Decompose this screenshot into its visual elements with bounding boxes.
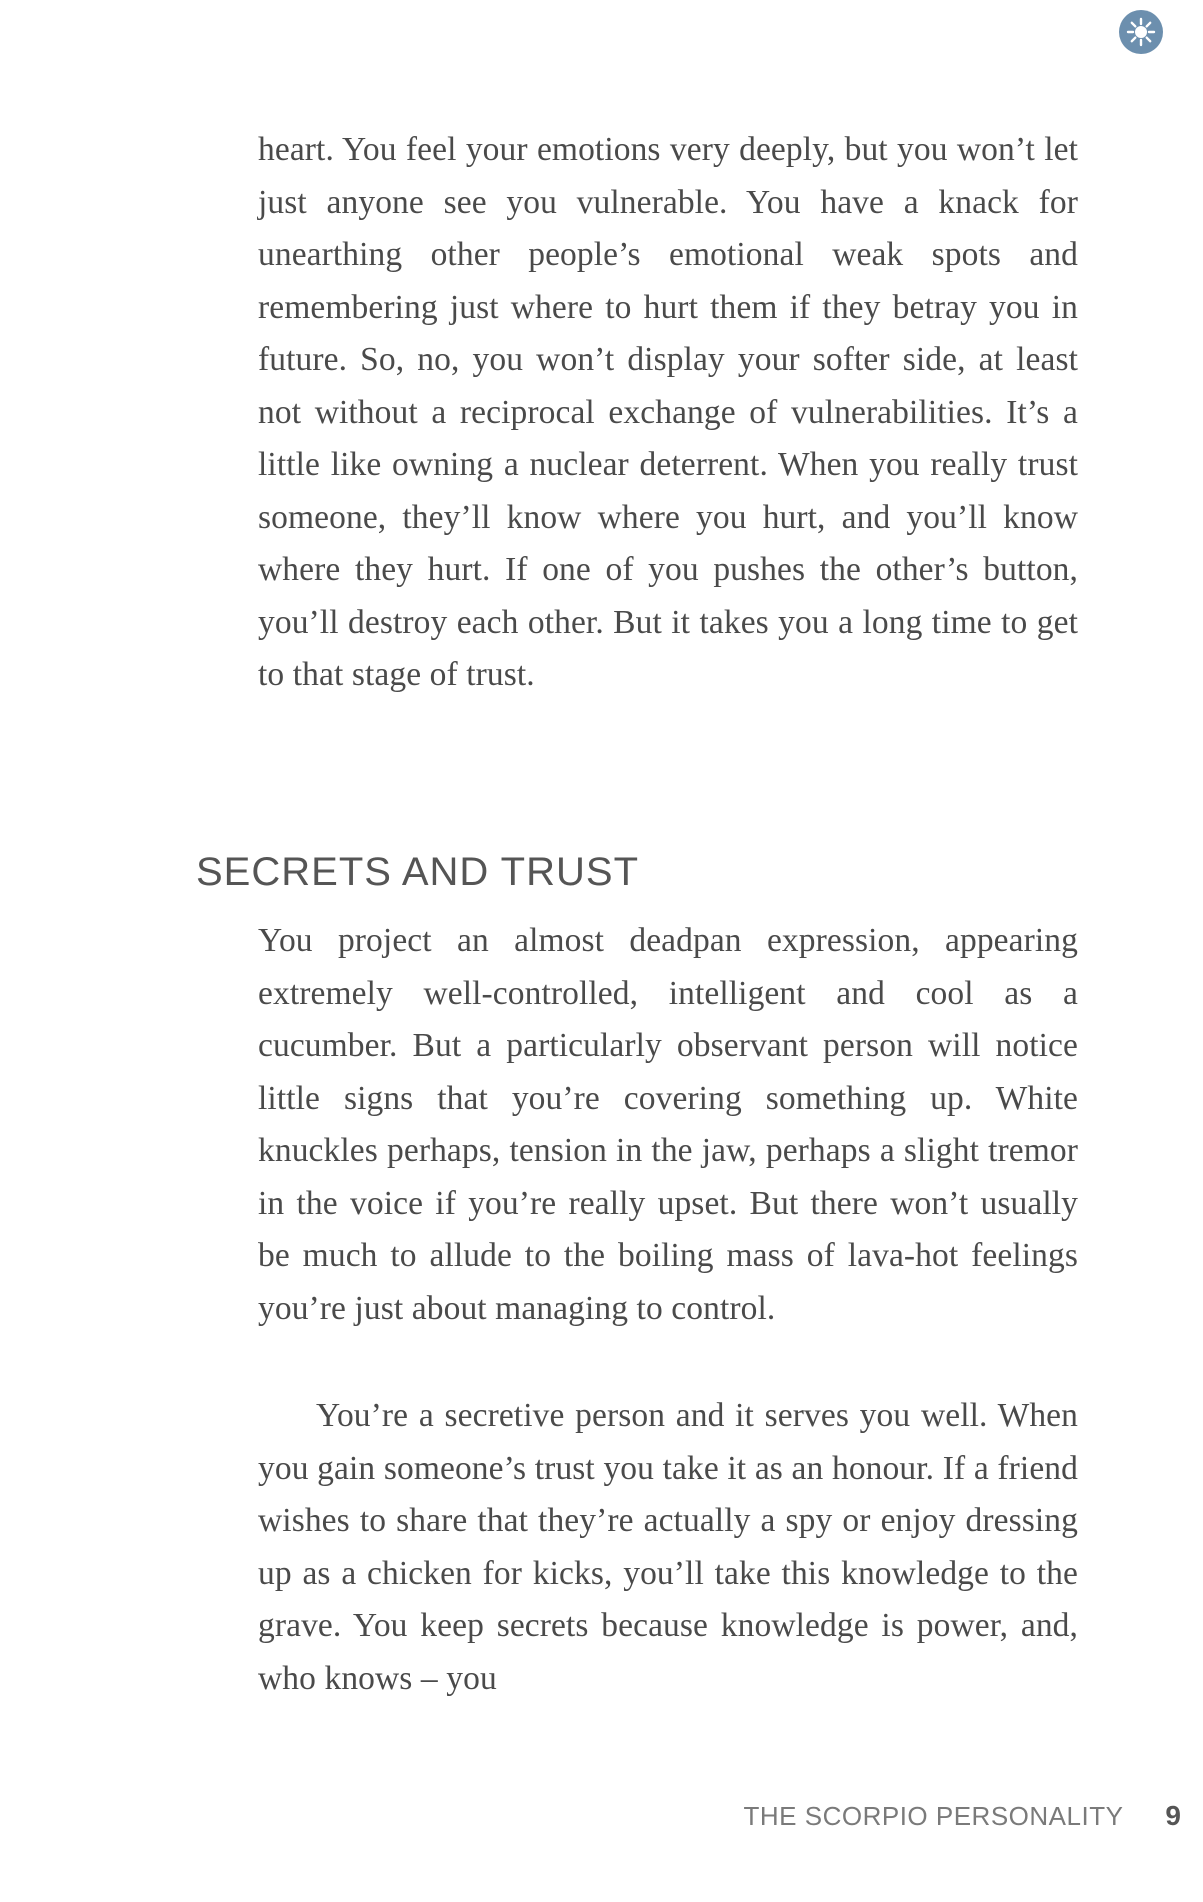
star-icon-glyph [1126,17,1156,47]
page-footer [744,1800,1181,1832]
body-paragraph-2: You project an almost deadpan expression, appearing extremely well-controlled, intelligent and cool as a cucumber. But a particularly observant person will notice little signs that you’re covering something up. White knuckles perhaps, tension in the jaw, perhaps a slight tremor in the voice if you’re really upset. But there won’t usually be much to allude to the boiling mass of lava-hot feelings you’re just about managing to control. [258,922,1078,1327]
body-paragraph-1: heart. You feel your emotions very deeply, but you won’t let just anyone see you vulnerable. You have a knack for unearthing other people’s emotional weak spots and remembering just where to hurt them if they betray you in future. So, no, you won’t display your softer side, at least not without a reciprocal exchange of vulnerabilities. It’s a little like owning a nuclear deterrent. When you really trust someone, they’ll know where you hurt, and you’ll know where they hurt. If one of you pushes the other’s button, you’ll destroy each other. But it takes you a long time to get to that stage of trust. [258,131,1078,693]
section-heading: SECRETS AND TRUST [196,850,639,894]
body-paragraph-3: You’re a secretive person and it serves you well. When you gain someone’s trust you take it as an honour. If a friend wishes to share that they’re actually a spy or enjoy dressing up as a chicken for kicks, you’ll take this knowledge to the grave. You keep secrets because knowledge is power, and, who knows – you [258,1397,1078,1697]
running-footer-title: THE SCORPIO PERSONALITY [743,1801,1124,1831]
page-number: 9 [1165,1800,1181,1831]
star-icon [1119,10,1163,54]
